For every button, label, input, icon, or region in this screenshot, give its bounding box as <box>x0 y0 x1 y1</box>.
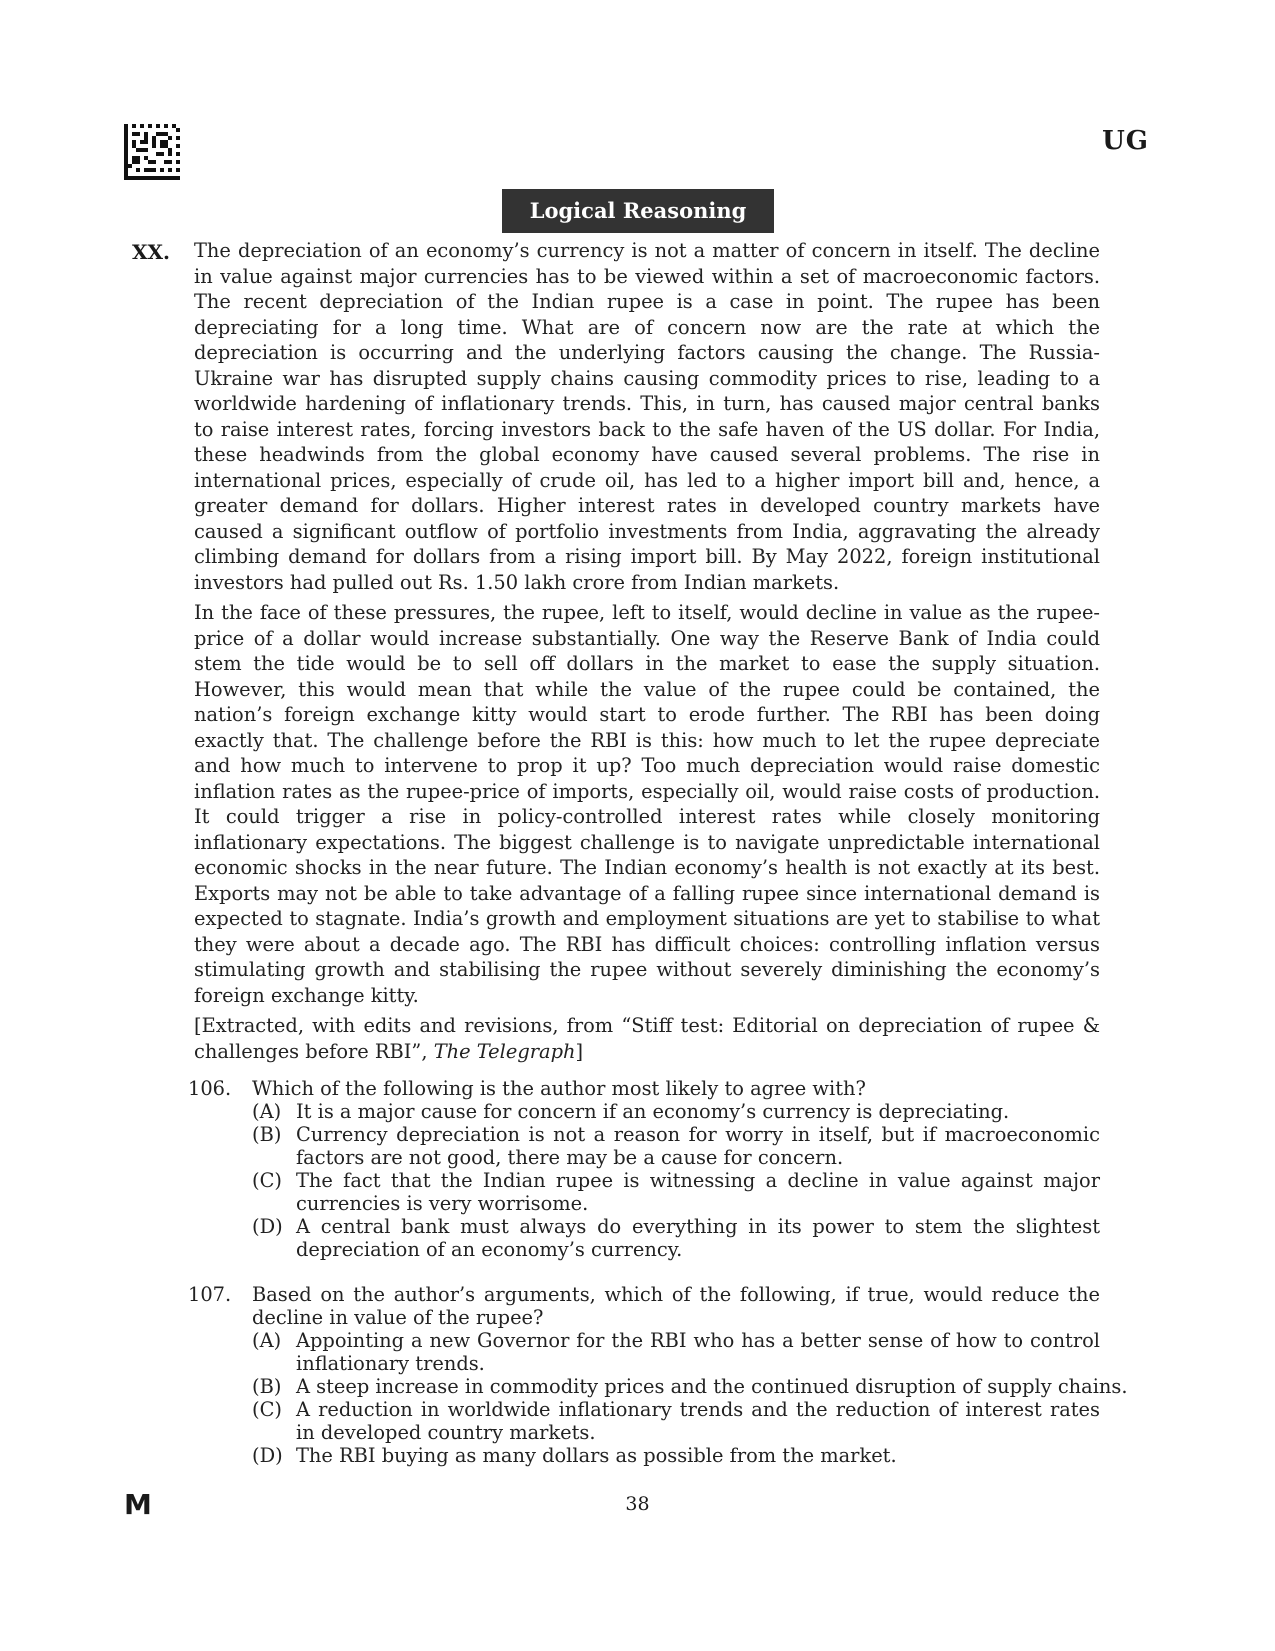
option-text: A central bank must always do everything in its power to stem the slightest depreciation of an economy’s currency. <box>296 1215 1100 1261</box>
corner-mark: M <box>124 1488 152 1521</box>
option-c <box>252 1169 1148 1215</box>
option-text: A steep increase in commodity prices and the continued disruption of supply chains. <box>296 1375 1128 1398</box>
option-label: (B) <box>252 1123 282 1146</box>
option-text: The fact that the Indian rupee is witnessing a decline in value against major currencies is very worrisome. <box>296 1169 1100 1215</box>
option-label: (D) <box>252 1444 283 1467</box>
option-b <box>252 1123 1148 1169</box>
question-number: 107. <box>188 1283 232 1306</box>
option-text: Currency depreciation is not a reason for worry in itself, but if macroeconomic factors are not good, there may be a cause for concern. <box>296 1123 1100 1169</box>
passage-source <box>194 1013 1100 1064</box>
option-label: (C) <box>252 1169 282 1192</box>
paper-code: UG <box>1102 126 1149 156</box>
passage-number: XX. <box>132 240 170 264</box>
option-text: The RBI buying as many dollars as possible from the market. <box>296 1444 897 1467</box>
option-text: It is a major cause for concern if an economy’s currency is depreciating. <box>296 1100 1010 1123</box>
question-text: Which of the following is the author most likely to agree with? <box>252 1077 866 1100</box>
option-label: (B) <box>252 1375 282 1398</box>
option-text: Appointing a new Governor for the RBI who has a better sense of how to control inflationary trends. <box>296 1329 1100 1375</box>
passage-paragraph: The depreciation of an economy’s currency is not a matter of concern in itself. The decline in value against major currencies has to be viewed within a set of macroeconomic factors. The recent depreciation of the Indian rupee is a case in point. The rupee has been depreciating for a long time. What are of concern now are the rate at which the depreciation is occurring and the underlying factors causing the change. The Russia-Ukraine war has disrupted supply chains causing commodity prices to rise, leading to a worldwide hardening of inflationary trends. This, in turn, has caused major central banks to raise interest rates, forcing investors back to the safe haven of the US dollar. For India, these headwinds from the global economy have caused several problems. The rise in international prices, especially of crude oil, has led to a higher import bill and, hence, a greater demand for dollars. Higher interest rates in developed country markets have caused a significant outflow of portfolio investments from India, aggravating the already climbing demand for dollars from a rising import bill. By May 2022, foreign institutional investors had pulled out Rs. 1.50 lakh crore from Indian markets. <box>194 239 1100 594</box>
option-b <box>252 1375 1148 1398</box>
source-suffix: ] <box>575 1039 584 1063</box>
passage <box>194 238 1100 1069</box>
passage-paragraph: In the face of these pressures, the rupee, left to itself, would decline in value as the rupee-price of a dollar would increase substantially. One way the Reserve Bank of India could stem the tide would be to sell off dollars in the market to ease the supply situation. However, this would mean that while the value of the rupee could be contained, the nation’s foreign exchange kitty would start to erode further. The RBI has been doing exactly that. The challenge before the RBI is this: how much to let the rupee depreciate and how much to intervene to prop it up? Too much depreciation would raise domestic inflation rates as the rupee-price of imports, especially oil, would raise costs of production. It could trigger a rise in policy-controlled interest rates while closely monitoring inflationary expectations. The biggest challenge is to navigate unpredictable international economic shocks in the near future. The Indian economy’s health is not exactly at its best. Exports may not be able to take advantage of a falling rupee since international demand is expected to stagnate. India’s growth and employment situations are yet to stabilise to what they were about a decade ago. The RBI has difficult choices: controlling inflation versus stimulating growth and stabilising the rupee without severely diminishing the economy’s foreign exchange kitty. <box>194 601 1100 1007</box>
source-prefix: [Extracted, with edits and revisions, from “Stiff test: Editorial on depreciation of rupee & challenges before RBI”, <box>194 1014 1100 1063</box>
option-label: (A) <box>252 1329 282 1352</box>
option-a <box>252 1100 1148 1123</box>
option-label: (D) <box>252 1215 283 1238</box>
option-text: A reduction in worldwide inflationary trends and the reduction of interest rates in developed country markets. <box>296 1398 1100 1444</box>
option-label: (C) <box>252 1398 282 1421</box>
qr-code <box>124 124 180 180</box>
question-number: 106. <box>188 1077 232 1100</box>
question-text: Based on the author’s arguments, which of the following, if true, would reduce the decline in value of the rupee? <box>252 1283 1100 1329</box>
section-title: Logical Reasoning <box>502 189 774 233</box>
question-stem <box>188 1077 1148 1100</box>
source-publication: The Telegraph <box>433 1039 576 1063</box>
option-label: (A) <box>252 1100 282 1123</box>
option-a <box>252 1329 1148 1375</box>
question-107 <box>188 1283 1148 1467</box>
option-d <box>252 1444 1148 1467</box>
option-d <box>252 1215 1148 1261</box>
question-106 <box>188 1077 1148 1261</box>
page-number: 38 <box>625 1493 650 1515</box>
question-stem <box>188 1283 1148 1329</box>
option-c <box>252 1398 1148 1444</box>
